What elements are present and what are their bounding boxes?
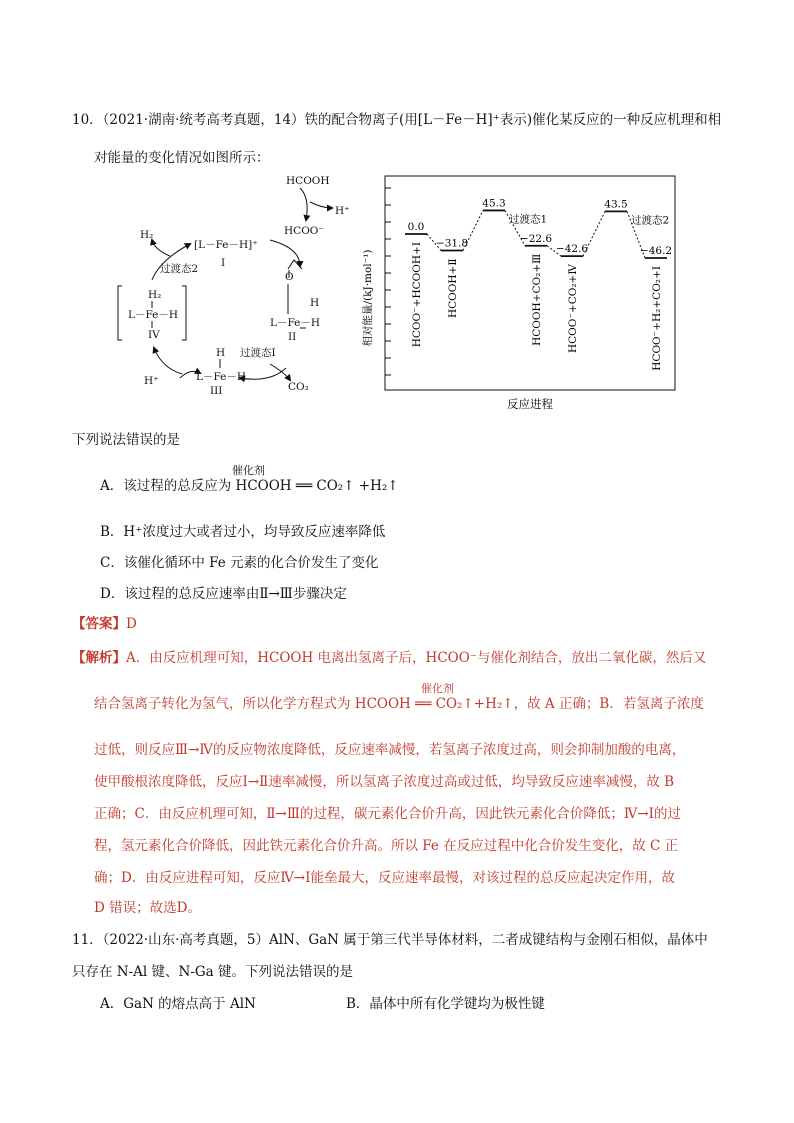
energy-level-species: HCOOH+CO₂+Ⅲ — [531, 253, 543, 346]
q10-question: 下列说法错误的是 — [72, 432, 180, 448]
energy-level-species: 过渡态2 — [631, 214, 670, 227]
analysis-tag: 【解析】 — [72, 650, 126, 666]
analysis-text-2: 结合氢离子转化为氢气，所以化学方程式为 HCOOH ══ CO₂↑+H₂↑，故 A 正确；B．若氢离子浓度 — [94, 696, 704, 712]
analysis-line-1 — [72, 646, 706, 666]
mechanism-diagram — [110, 168, 360, 400]
energy-level-value: −42.6 — [555, 243, 589, 256]
energy-level-value: −22.6 — [519, 232, 553, 245]
mech-complex-II: L－Fe－H — [270, 317, 321, 329]
mech-hplus-top: H⁺ — [335, 205, 350, 217]
analysis-text-6: 程，氢元素化合价降低，因此铁元素化合价升高。所以 Fe 在反应过程中化合价发生变化，故 C 正 — [94, 838, 679, 854]
q11-option-B[interactable]: B．晶体中所有化学键均为极性键 — [346, 996, 545, 1012]
analysis-text-8: D 错误；故选D。 — [94, 900, 201, 916]
mech-co2: CO₂ — [288, 381, 309, 393]
mech-II-h: H — [310, 297, 320, 309]
analysis-catalyst: 催化剂 — [421, 682, 454, 695]
mech-ts1: 过渡态I — [240, 347, 276, 359]
mech-hplus-bottom: H⁺ — [144, 375, 159, 387]
mech-hcooh: HCOOH — [286, 175, 330, 187]
energy-level-value: −31.8 — [435, 237, 469, 250]
mech-ts2: 过渡态2 — [160, 263, 199, 275]
analysis-text-7: 确；D．由反应进程可知，反应Ⅳ→Ⅰ能垒最大，反应速率最慢，对该过程的总反应起决定作用，故 — [94, 870, 675, 886]
energy-ylabel: 相对能量/(kJ·mol⁻¹) — [362, 249, 374, 347]
mech-II-o: O — [285, 271, 294, 283]
analysis-text-5: 正确；C．由反应机理可知，Ⅱ→Ⅲ的过程，碳元素化合价升高，因此铁元素化合价降低；Ⅳ→Ⅰ的过 — [94, 806, 681, 822]
energy-level-value: 43.5 — [604, 198, 628, 211]
analysis-text-1: A．由反应机理可知，HCOOH 电离出氢离子后，HCOO⁻与催化剂结合，放出二氧化碳，然后又 — [126, 650, 707, 666]
mech-IV-h2: H₂ — [148, 289, 162, 301]
answer-tag: 【答案】 — [72, 616, 126, 632]
energy-frame — [385, 176, 675, 390]
mech-III-h: H — [216, 347, 226, 359]
mech-label-IV: IV — [148, 329, 160, 341]
energy-level-value: −46.2 — [639, 245, 673, 258]
mech-complex-IV: L－Fe－H — [128, 309, 179, 321]
energy-level-species: HCOOH+Ⅱ — [447, 258, 459, 319]
energy-level-species: 过渡态1 — [509, 213, 548, 226]
energy-xlabel: 反应进程 — [507, 397, 553, 411]
q11-stem-line2: 只存在 N-Al 键、N-Ga 键。下列说法错误的是 — [72, 964, 354, 980]
mech-hcoo-minus: HCOO⁻ — [284, 225, 324, 237]
option-B[interactable]: B．H⁺浓度过大或者过小，均导致反应速率降低 — [100, 524, 386, 540]
energy-level-value: 0.0 — [407, 221, 425, 233]
option-C[interactable]: C．该催化循环中 Fe 元素的化合价发生了变化 — [100, 555, 379, 571]
energy-level-species: HCOO⁻+HCOOH+Ⅰ — [411, 242, 423, 348]
mech-label-II: II — [288, 331, 297, 343]
mech-complex-I: [L－Fe－H]⁺ — [194, 239, 258, 251]
analysis-text-3: 过低，则反应Ⅲ→Ⅳ的反应物浓度降低，反应速率减慢，若氢离子浓度过高，则会抑制加酸的电离， — [94, 742, 686, 758]
mech-label-III: III — [210, 385, 223, 397]
energy-diagram — [362, 168, 695, 412]
option-A-catalyst: 催化剂 — [232, 464, 265, 477]
energy-level-value: 45.3 — [482, 197, 506, 210]
option-A[interactable]: A．该过程的总反应为 HCOOH ══ CO₂↑ +H₂↑ — [100, 478, 399, 494]
mech-h2: H₂ — [140, 229, 154, 241]
q11-stem-line1: 11．（2022·山东·高考真题，5）AlN、GaN 属于第三代半导体材料，二者成键结构与金刚石相似，晶体中 — [72, 932, 708, 948]
analysis-text-4: 使甲酸根浓度降低，反应Ⅰ→Ⅱ速率减慢，所以氢离子浓度过高或过低，均导致反应速率减慢，故 B — [94, 774, 675, 790]
energy-level-species: HCOO⁻+CO₂+Ⅳ — [567, 264, 579, 354]
mech-label-I: I — [221, 257, 226, 269]
q11-option-A[interactable]: A．GaN 的熔点高于 AlN — [100, 996, 256, 1012]
q10-stem-line1: 10．（2021·湖南·统考高考真题，14）铁的配合物离子(用[L－Fe－H]⁺表示)催化某反应的一种反应机理和相 — [72, 112, 722, 128]
q10-stem-line2: 对能量的变化情况如图所示： — [94, 150, 270, 166]
mech-complex-III: L－Fe－H — [196, 371, 247, 383]
energy-level-species: HCOO⁻+H₂+CO₂+Ⅰ — [651, 266, 663, 371]
answer-value: D — [126, 616, 137, 632]
option-D[interactable]: D．该过程的总反应速率由Ⅱ→Ⅲ步骤决定 — [100, 586, 347, 602]
answer-line — [72, 612, 137, 632]
